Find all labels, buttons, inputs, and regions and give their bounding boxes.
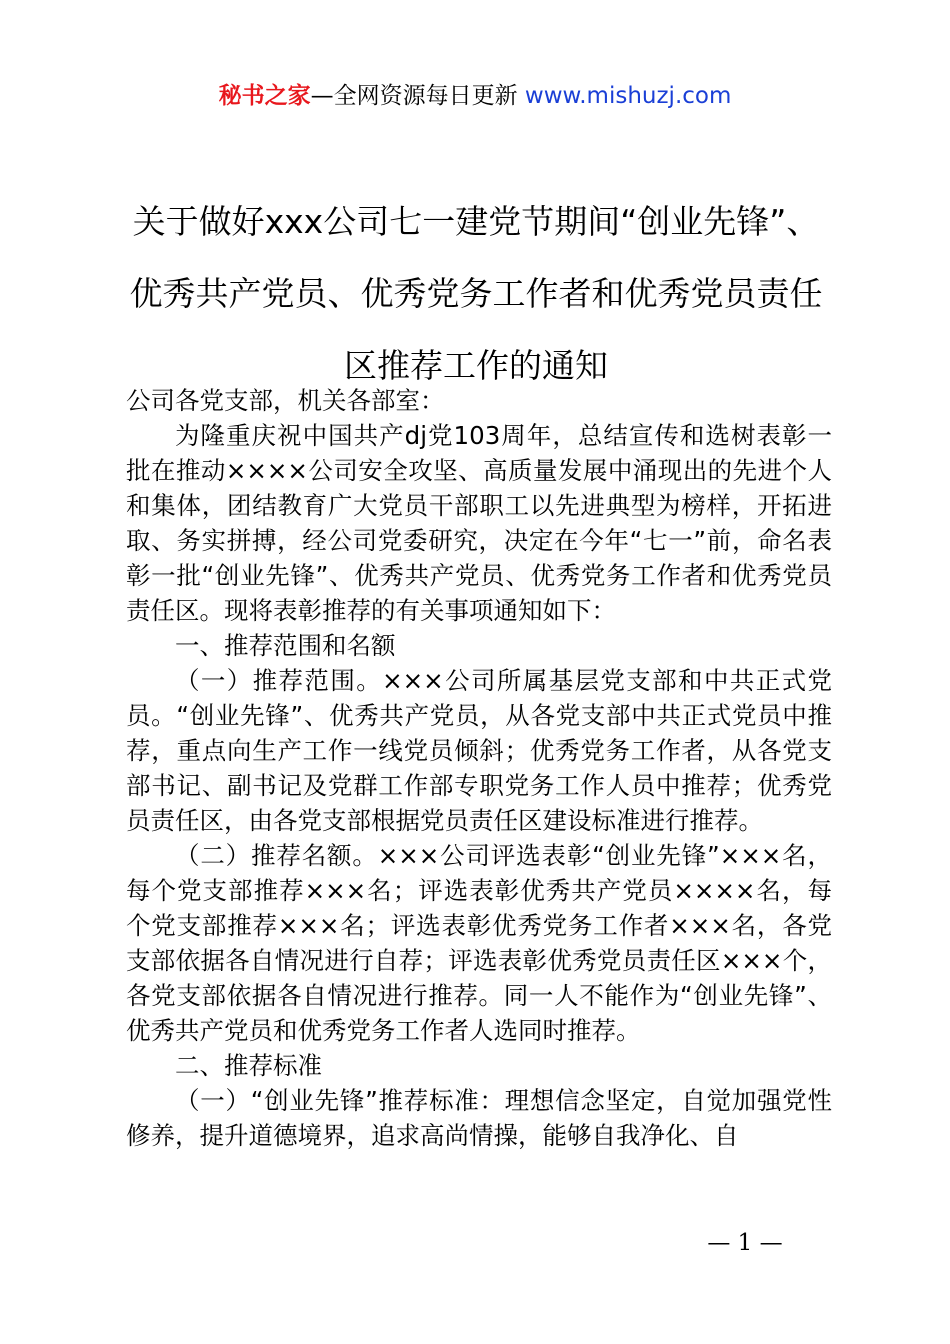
document-title: 关于做好xxx公司七一建党节期间“创业先锋”、优秀共产党员、优秀党务工作者和优秀党员责任区推荐工作的通知 <box>129 202 823 385</box>
site-tagline: —全网资源每日更新 <box>310 83 518 109</box>
site-url-link[interactable]: www.mishuzj.com <box>524 83 732 109</box>
section-heading-2: 二、推荐标准 <box>175 1051 322 1080</box>
document-body <box>126 383 832 1153</box>
site-brand: 秘书之家 <box>218 83 311 109</box>
site-header <box>0 80 950 112</box>
paragraph-intro: 为隆重庆祝中国共产dj党103周年，总结宣传和选树表彰一批在推动××××公司安全攻坚、高质量发展中涌现出的先进个人和集体，团结教育广大党员干部职工以先进典型为榜样，开拓进取、务实拼搏，经公司党委研究，决定在今年“七一”前，命名表彰一批“创业先锋”、优秀共产党员、优秀党务工作者和优秀党员责任区。现将表彰推荐的有关事项通知如下： <box>126 421 832 625</box>
page-number: — 1 — <box>707 1230 783 1256</box>
paragraph-standard: （一）“创业先锋”推荐标准：理想信念坚定，自觉加强党性修养，提升道德境界，追求高尚情操，能够自我净化、自 <box>126 1086 832 1150</box>
paragraph-scope: （一）推荐范围。×××公司所属基层党支部和中共正式党员。“创业先锋”、优秀共产党员，从各党支部中共正式党员中推荐，重点向生产工作一线党员倾斜；优秀党务工作者，从各党支部书记、副书记及党群工作部专职党务工作人员中推荐；优秀党员责任区，由各党支部根据党员责任区建设标准进行推荐。 <box>126 666 832 835</box>
salutation: 公司各党支部，机关各部室： <box>126 386 445 415</box>
section-heading-1: 一、推荐范围和名额 <box>175 631 396 660</box>
paragraph-quota: （二）推荐名额。×××公司评选表彰“创业先锋”×××名，每个党支部推荐×××名；评选表彰优秀共产党员××××名，每个党支部推荐×××名；评选表彰优秀党务工作者×××名，各党支部依据各自情况进行自荐；评选表彰优秀党员责任区×××个，各党支部依据各自情况进行推荐。同一人不能作为“创业先锋”、优秀共产党员和优秀党务工作者人选同时推荐。 <box>126 841 832 1045</box>
